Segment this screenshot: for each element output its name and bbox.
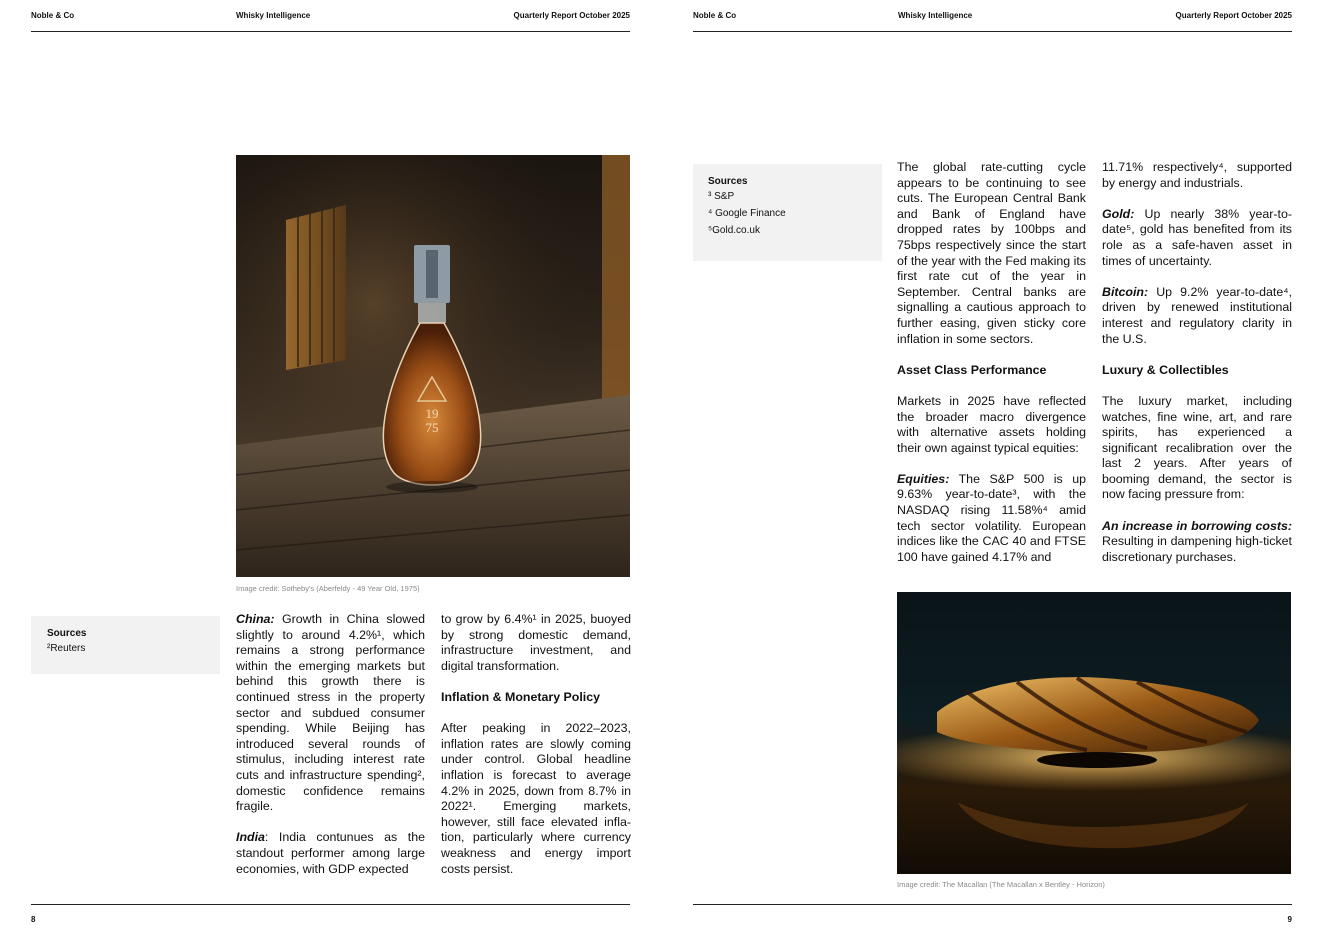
luxury-paragraph: The luxury market, including watches, fine wine, art, and rare spirits, has experienced a significant recalibration over the last 2 years. After years of booming demand, the sector is now facing pressure from: — [1102, 393, 1292, 502]
luxury-heading: Luxury & Collectibles — [1102, 362, 1229, 377]
gold-text: Up nearly 38% year-to-date⁵, gold has benefited from its role as a safe-haven asset in times of uncertainty. — [1102, 206, 1292, 268]
china-paragraph — [236, 612, 425, 815]
india-paragraph — [236, 830, 425, 877]
source-item: ²Reuters — [47, 643, 86, 654]
sources-box — [693, 164, 882, 261]
bitcoin-lead: Bitcoin: — [1102, 284, 1149, 299]
source-item: ⁵Gold.co.uk — [708, 225, 760, 236]
page-number: 9 — [1287, 915, 1292, 924]
gdp-continuation: to grow by 6.4%¹ in 2025, buoyed by strong domestic demand, infrastructure investment, and digital transformation. — [441, 612, 631, 673]
header-company: Noble & Co — [31, 11, 75, 20]
footer-divider — [693, 904, 1292, 905]
borrowing-lead: An increase in borrowing costs: — [1102, 518, 1292, 533]
image-caption: Image credit: Sotheby's (Aberfeldy - 49 Year Old, 1975) — [236, 584, 420, 593]
bitcoin-paragraph — [1102, 285, 1292, 347]
asset-class-heading: Asset Class Performance — [897, 362, 1047, 377]
china-text: Growth in China slowed slightly to around 4.2%¹, which remains a strong performance within the emerging markets but behind this growth there is continued stress in the property sector and subdued consumer spending. While Beijing has introduced several rounds of stimulus, including interest rate cuts and infrastructure spending², domestic confidence remains fragile. — [236, 612, 425, 814]
source-item: ³ S&P — [708, 191, 735, 202]
right-column-2 — [1102, 160, 1292, 581]
sources-title: Sources — [708, 176, 748, 187]
equities-lead: Equities: — [897, 471, 950, 486]
footer-divider — [31, 904, 630, 905]
header-report: Quarterly Report October 2025 — [513, 11, 630, 20]
left-column-2 — [441, 612, 631, 893]
equities-text: The S&P 500 is up 9.63% year-to-date³, with the NASDAQ rising 11.58%⁴ amid tech sector volatility. European indices like the CAC 40 and FTSE 100 have gained 4.17% and — [897, 471, 1086, 564]
image-caption: Image credit: The Macallan (The Macallan x Bentley - Horizon) — [897, 880, 1105, 889]
header-divider — [31, 31, 630, 32]
bitcoin-text: Up 9.2% year-to-date⁴, driven by renewed institutional interest and regulatory clarity in the U.S. — [1102, 284, 1292, 346]
macallan-decanter-image — [897, 592, 1291, 874]
left-column-1 — [236, 612, 425, 893]
page-number: 8 — [31, 915, 36, 924]
india-text: : India contunues as the standout performer among large economies, with GDP expected — [236, 830, 425, 876]
india-lead: India — [236, 830, 265, 845]
right-column-1 — [897, 160, 1086, 581]
svg-text:75: 75 — [425, 420, 439, 435]
header-company: Noble & Co — [693, 11, 737, 20]
svg-text:19: 19 — [425, 406, 439, 421]
header-title: Whisky Intelligence — [236, 11, 311, 20]
header-divider — [693, 31, 1292, 32]
equities-continuation: 11.71% respectively⁴, supported by energy and industrials. — [1102, 160, 1292, 190]
header-report: Quarterly Report October 2025 — [1175, 11, 1292, 20]
header-title: Whisky Intelligence — [898, 11, 973, 20]
borrowing-paragraph — [1102, 519, 1292, 566]
rate-cut-paragraph: The global rate-cutting cycle appears to be continuing to see cuts. The European Central Bank and Bank of England have dropped rates by 100bps and 75bps respectively since the start of the year with the Fed making its first rate cut of the year in September. Central banks are signalling a cautious approach to further easing, given sticky core inflation in some sectors. — [897, 160, 1086, 346]
gold-lead: Gold: — [1102, 206, 1135, 221]
inflation-paragraph: After peaking in 2022–2023, inflation rates are slowly coming under control. Global headline inflation is forecast to average 4.2% in 2025, down from 8.7% in 2022¹. Emerging markets, however, still face elevated infla-tion, particularly where currency weakness and energy import costs persist. — [441, 721, 631, 876]
sources-box — [31, 616, 220, 674]
inflation-heading: Inflation & Monetary Policy — [441, 689, 601, 704]
gold-paragraph — [1102, 207, 1292, 269]
whisky-bottle-image — [236, 155, 630, 577]
source-item: ⁴ Google Finance — [708, 208, 786, 219]
borrowing-text: Resulting in dampening high-ticket discretionary purchases. — [1102, 534, 1292, 564]
sources-title: Sources — [47, 628, 87, 639]
china-lead: China: — [236, 612, 275, 626]
equities-paragraph — [897, 472, 1086, 566]
asset-class-paragraph: Markets in 2025 have reflected the broader macro divergence with alternative assets holding their own against typical equities: — [897, 393, 1086, 455]
